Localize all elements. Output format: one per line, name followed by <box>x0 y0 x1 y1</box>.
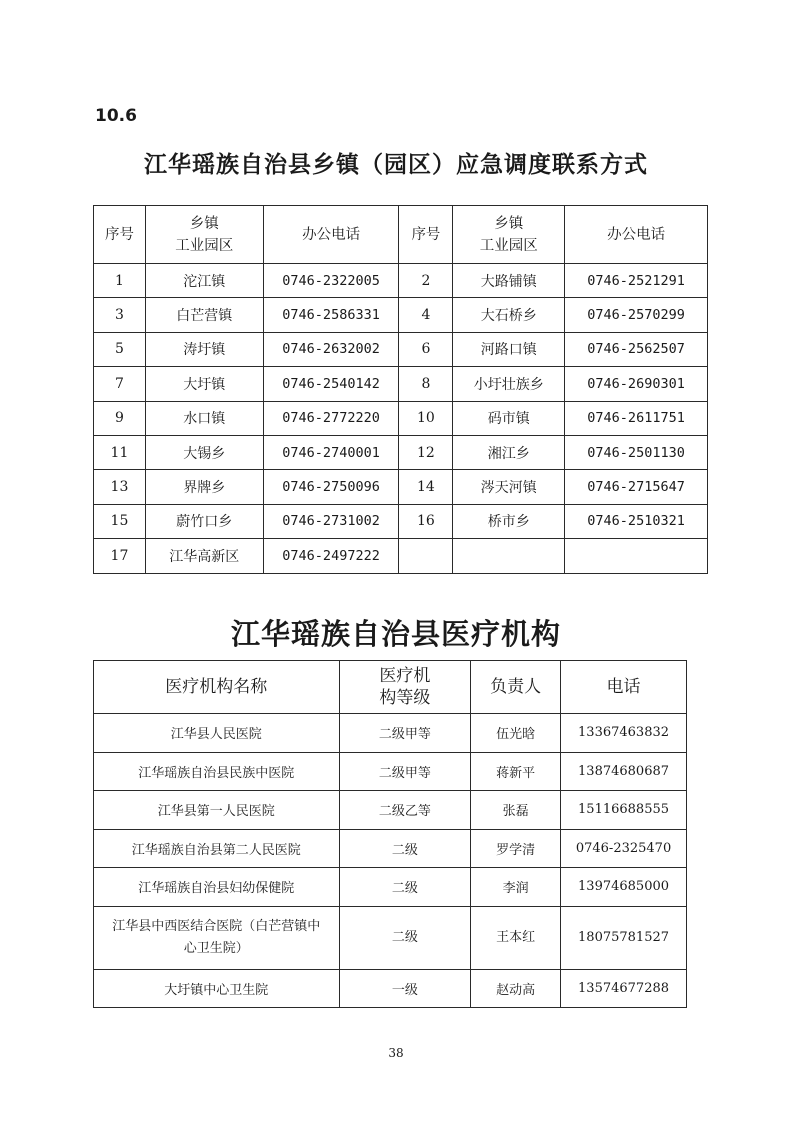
table-row <box>94 264 708 298</box>
leader-cell: 李润 <box>471 868 561 907</box>
phone-cell <box>565 539 708 573</box>
phone-cell: 0746-2497222 <box>263 539 399 573</box>
township-cell: 沱江镇 <box>145 264 263 298</box>
table-header-row <box>94 206 708 264</box>
header-phone: 电话 <box>561 661 687 714</box>
table-row <box>94 969 687 1008</box>
seq-cell: 13 <box>94 470 146 504</box>
phone-cell: 18075781527 <box>561 906 687 969</box>
header-level-line1: 医疗机 <box>379 666 431 686</box>
township-cell: 湘江乡 <box>453 435 565 469</box>
institution-name-cell: 江华瑶族自治县妇幼保健院 <box>94 868 340 907</box>
section-number: 10.6 <box>95 106 137 126</box>
table-row <box>94 435 708 469</box>
header-township-line1: 乡镇 <box>494 215 524 232</box>
phone-cell: 0746-2322005 <box>263 264 399 298</box>
leader-cell: 王本红 <box>471 906 561 969</box>
township-cell: 桥市乡 <box>453 504 565 538</box>
seq-cell: 15 <box>94 504 146 538</box>
township-cell: 涛圩镇 <box>145 332 263 366</box>
phone-cell: 0746-2325470 <box>561 829 687 868</box>
header-seq: 序号 <box>94 206 146 264</box>
phone-cell: 0746-2772220 <box>263 401 399 435</box>
phone-cell: 0746-2562507 <box>565 332 708 366</box>
header-township-line2: 工业园区 <box>175 237 234 254</box>
institution-level-cell: 二级 <box>339 868 471 907</box>
phone-cell: 0746-2570299 <box>565 298 708 332</box>
township-cell: 界牌乡 <box>145 470 263 504</box>
table-row <box>94 298 708 332</box>
seq-cell: 8 <box>399 367 453 401</box>
township-table-title: 江华瑶族自治县乡镇（园区）应急调度联系方式 <box>144 152 648 178</box>
header-seq: 序号 <box>399 206 453 264</box>
header-phone: 办公电话 <box>263 206 399 264</box>
header-leader: 负责人 <box>471 661 561 714</box>
seq-cell: 16 <box>399 504 453 538</box>
township-cell: 水口镇 <box>145 401 263 435</box>
phone-cell: 13974685000 <box>561 868 687 907</box>
township-cell: 蔚竹口乡 <box>145 504 263 538</box>
seq-cell: 11 <box>94 435 146 469</box>
table-header-row <box>94 661 687 714</box>
seq-cell: 2 <box>399 264 453 298</box>
institution-name-cell: 江华县人民医院 <box>94 714 340 753</box>
phone-cell: 0746-2521291 <box>565 264 708 298</box>
phone-cell: 0746-2501130 <box>565 435 708 469</box>
seq-cell: 1 <box>94 264 146 298</box>
seq-cell: 9 <box>94 401 146 435</box>
phone-cell: 13874680687 <box>561 752 687 791</box>
institution-name-cell: 江华瑶族自治县第二人民医院 <box>94 829 340 868</box>
seq-cell: 7 <box>94 367 146 401</box>
medical-institution-table <box>93 660 687 1008</box>
header-level-line2: 构等级 <box>379 688 431 708</box>
table-row <box>94 332 708 366</box>
township-cell: 大锡乡 <box>145 435 263 469</box>
institution-level-cell: 二级甲等 <box>339 752 471 791</box>
township-cell: 小圩壮族乡 <box>453 367 565 401</box>
leader-cell: 张磊 <box>471 791 561 830</box>
seq-cell: 17 <box>94 539 146 573</box>
table-row <box>94 367 708 401</box>
township-cell: 大石桥乡 <box>453 298 565 332</box>
institution-name-cell: 江华瑶族自治县民族中医院 <box>94 752 340 791</box>
phone-cell: 0746-2586331 <box>263 298 399 332</box>
leader-cell: 蒋新平 <box>471 752 561 791</box>
township-cell: 河路口镇 <box>453 332 565 366</box>
seq-cell: 3 <box>94 298 146 332</box>
phone-cell: 0746-2510321 <box>565 504 708 538</box>
township-contact-table <box>93 205 708 574</box>
table-row <box>94 714 687 753</box>
seq-cell <box>399 539 453 573</box>
institution-name-cell <box>94 906 340 969</box>
medical-table-title: 江华瑶族自治县医疗机构 <box>230 617 561 651</box>
institution-level-cell: 一级 <box>339 969 471 1008</box>
institution-level-cell: 二级 <box>339 829 471 868</box>
seq-cell: 14 <box>399 470 453 504</box>
phone-cell: 0746-2540142 <box>263 367 399 401</box>
table-row <box>94 791 687 830</box>
seq-cell: 5 <box>94 332 146 366</box>
phone-cell: 0746-2611751 <box>565 401 708 435</box>
seq-cell: 12 <box>399 435 453 469</box>
header-phone: 办公电话 <box>565 206 708 264</box>
phone-cell: 0746-2731002 <box>263 504 399 538</box>
table-row <box>94 752 687 791</box>
phone-cell: 0746-2690301 <box>565 367 708 401</box>
township-cell: 涔天河镇 <box>453 470 565 504</box>
institution-level-cell: 二级乙等 <box>339 791 471 830</box>
phone-cell: 0746-2632002 <box>263 332 399 366</box>
institution-level-cell: 二级甲等 <box>339 714 471 753</box>
leader-cell: 赵动高 <box>471 969 561 1008</box>
phone-cell: 13574677288 <box>561 969 687 1008</box>
header-township <box>453 206 565 264</box>
township-cell: 码市镇 <box>453 401 565 435</box>
leader-cell: 伍光晗 <box>471 714 561 753</box>
phone-cell: 0746-2750096 <box>263 470 399 504</box>
table-row <box>94 906 687 969</box>
header-township-line2: 工业园区 <box>479 237 538 254</box>
table-row <box>94 470 708 504</box>
institution-name-line1: 江华县中西医结合医院（白芒营镇中 <box>112 918 321 934</box>
phone-cell: 13367463832 <box>561 714 687 753</box>
table-row <box>94 868 687 907</box>
phone-cell: 0746-2740001 <box>263 435 399 469</box>
township-cell: 白芒营镇 <box>145 298 263 332</box>
table-row <box>94 829 687 868</box>
header-institution-level <box>339 661 471 714</box>
township-cell: 大圩镇 <box>145 367 263 401</box>
township-cell <box>453 539 565 573</box>
page-number: 38 <box>388 1046 404 1060</box>
township-cell: 江华高新区 <box>145 539 263 573</box>
institution-name-cell: 江华县第一人民医院 <box>94 791 340 830</box>
seq-cell: 4 <box>399 298 453 332</box>
phone-cell: 0746-2715647 <box>565 470 708 504</box>
header-township <box>145 206 263 264</box>
table-row <box>94 539 708 573</box>
institution-name-cell: 大圩镇中心卫生院 <box>94 969 340 1008</box>
township-cell: 大路铺镇 <box>453 264 565 298</box>
institution-name-line2: 心卫生院） <box>183 940 249 956</box>
seq-cell: 6 <box>399 332 453 366</box>
institution-level-cell: 二级 <box>339 906 471 969</box>
header-institution-name: 医疗机构名称 <box>94 661 340 714</box>
leader-cell: 罗学清 <box>471 829 561 868</box>
phone-cell: 15116688555 <box>561 791 687 830</box>
table-row <box>94 504 708 538</box>
table-row <box>94 401 708 435</box>
seq-cell: 10 <box>399 401 453 435</box>
header-township-line1: 乡镇 <box>189 215 219 232</box>
